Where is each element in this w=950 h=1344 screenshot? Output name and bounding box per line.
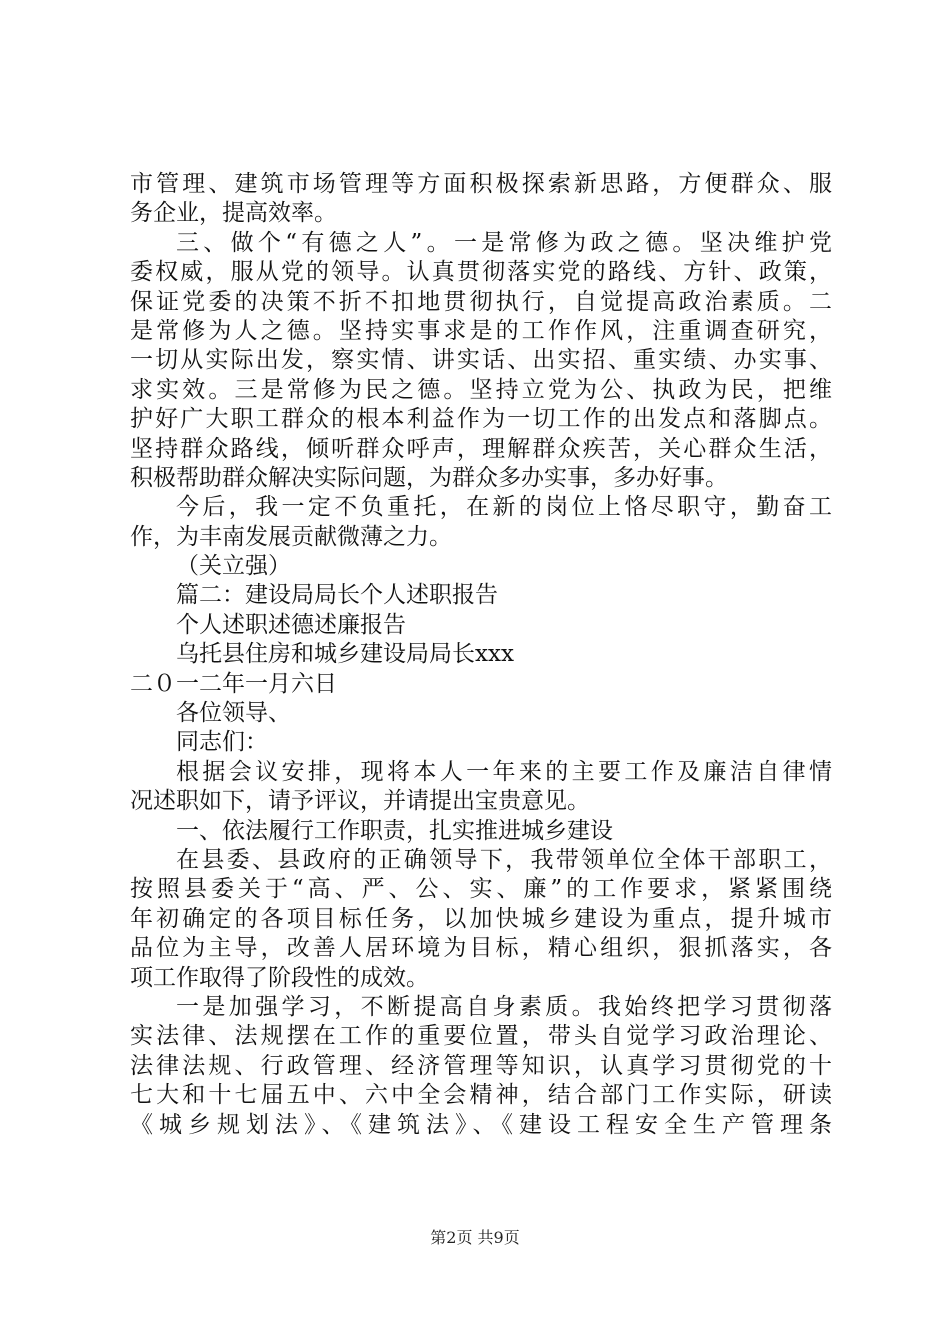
section-heading: 一、依法履行工作职责，扎实推进城乡建设 [176,817,613,844]
text-line: 《城乡规划法》、《建筑法》、《建设工程安全生产管理条 [130,1111,832,1138]
section-heading: 篇二：建设局局长个人述职报告 [176,582,498,609]
text-line: 三、做个“有德之人”。一是常修为政之德。坚决维护党 [176,229,832,256]
text-line: 按照县委关于“高、严、公、实、廉”的工作要求，紧紧围绕 [130,876,832,903]
text-line: 护好广大职工群众的根本利益作为一切工作的出发点和落脚点。 [130,406,832,433]
text-line: 求实效。三是常修为民之德。坚持立党为公、执政为民，把维 [130,376,832,403]
report-title: 个人述职述德述廉报告 [176,611,406,638]
text-line: 法律法规、行政管理、经济管理等知识，认真学习贯彻党的十 [130,1052,832,1079]
text-line: 坚持群众路线，倾听群众呼声，理解群众疾苦，关心群众生活， [130,435,832,462]
text-line: 积极帮助群众解决实际问题，为群众多办实事，多办好事。 [130,464,728,491]
body-text [130,170,832,1140]
text-line: 是常修为人之德。坚持实事求是的工作作风，注重调查研究， [130,317,832,344]
text-line: 实法律、法规摆在工作的重要位置，带头自觉学习政治理论、 [130,1023,832,1050]
text-line: 市管理、建筑市场管理等方面积极探索新思路，方便群众、服 [130,171,832,197]
text-line: 年初确定的各项目标任务，以加快城乡建设为重点，提升城市 [130,905,832,932]
text-line: 根据会议安排，现将本人一年来的主要工作及廉洁自律情 [176,758,832,785]
text-line: 作，为丰南发展贡献微薄之力。 [130,523,452,550]
report-date: 二０一二年一月六日 [130,670,337,697]
text-line: 务企业，提高效率。 [130,200,337,227]
report-author: 乌托县住房和城乡建设局局长xxx [176,641,514,668]
salutation-line: 同志们： [176,729,268,756]
salutation-line: 各位领导、 [176,700,291,727]
text-line: 今后，我一定不负重托，在新的岗位上恪尽职守，勤奋工 [176,494,832,521]
text-line: 一是加强学习，不断提高自身素质。我始终把学习贯彻落 [176,993,832,1020]
text-line: 一切从实际出发，察实情、讲实话、出实招、重实绩、办实事、 [130,347,832,374]
text-line: 保证党委的决策不折不扣地贯彻执行，自觉提高政治素质。二 [130,288,832,315]
text-line: 品位为主导，改善人居环境为目标，精心组织，狠抓落实，各 [130,935,832,962]
text-line: （关立强） [176,553,291,580]
page-footer [0,1228,950,1248]
text-line: 况述职如下，请予评议，并请提出宝贵意见。 [130,788,590,815]
page-number-label: 第2页 共9页 [430,1228,520,1247]
text-line: 在县委、县政府的正确领导下，我带领单位全体干部职工， [176,846,832,873]
text-line: 项工作取得了阶段性的成效。 [130,964,429,991]
text-line: 七大和十七届五中、六中全会精神，结合部门工作实际，研读 [130,1082,832,1109]
text-line: 委权威，服从党的领导。认真贯彻落实党的路线、方针、政策， [130,259,832,286]
